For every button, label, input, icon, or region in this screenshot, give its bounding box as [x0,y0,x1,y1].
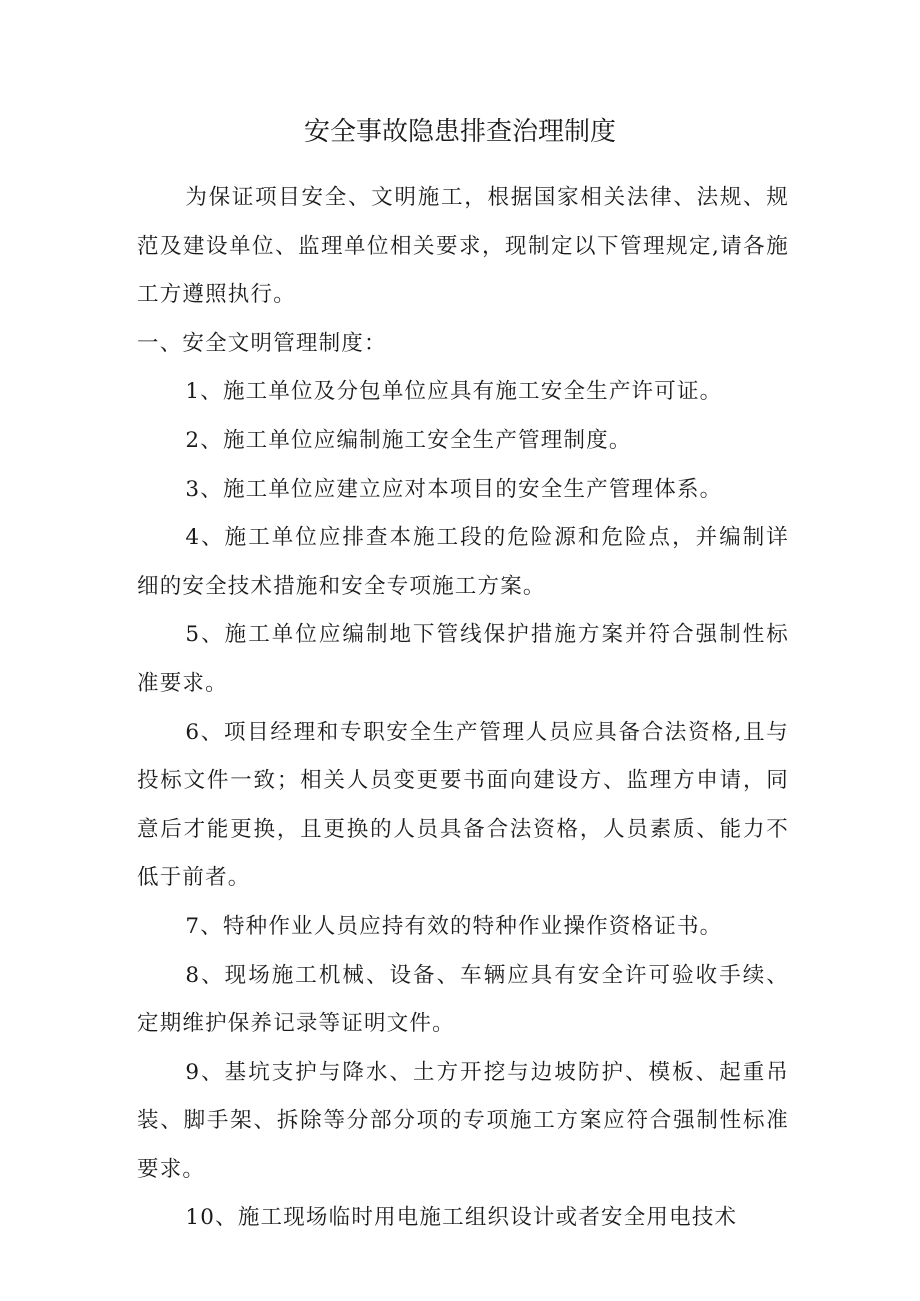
section-heading: 一、安全文明管理制度： [137,330,387,356]
list-item: 4、施工单位应排查本施工段的危险源和危险点，并编制详细的安全技术措施和安全专项施工方案。 [137,525,789,599]
document-title: 安全事故隐患排查治理制度 [303,117,616,147]
list-item: 6、项目经理和专职安全生产管理人员应具备合法资格,且与投标文件一致；相关人员变更要书面向建设方、监理方申请，同意后才能更换，且更换的人员具备合法资格，人员素质、能力不低于前者。 [137,719,789,891]
list-item: 3、施工单位应建立应对本项目的安全生产管理体系。 [185,476,723,502]
list-item: 8、现场施工机械、设备、车辆应具有安全许可验收手续、定期维护保养记录等证明文件。 [137,962,789,1037]
list-item: 10、施工现场临时用电施工组织设计或者安全用电技术 [185,1205,738,1231]
list-item: 7、特种作业人员应持有效的特种作业操作资格证书。 [185,913,723,939]
list-item: 9、基坑支护与降水、土方开挖与边坡防护、模板、起重吊装、脚手架、拆除等分部分项的专项施工方案应符合强制性标准要求。 [137,1059,789,1182]
list-item: 5、施工单位应编制地下管线保护措施方案并符合强制性标准要求。 [137,622,789,696]
list-item: 2、施工单位应编制施工安全生产管理制度。 [185,427,632,453]
list-item: 1、施工单位及分包单位应具有施工安全生产许可证。 [185,379,723,405]
document-body [137,174,789,1243]
intro-paragraph: 为保证项目安全、文明施工，根据国家相关法律、法规、规范及建设单位、监理单位相关要求，现制定以下管理规定,请各施工方遵照执行。 [137,185,789,308]
